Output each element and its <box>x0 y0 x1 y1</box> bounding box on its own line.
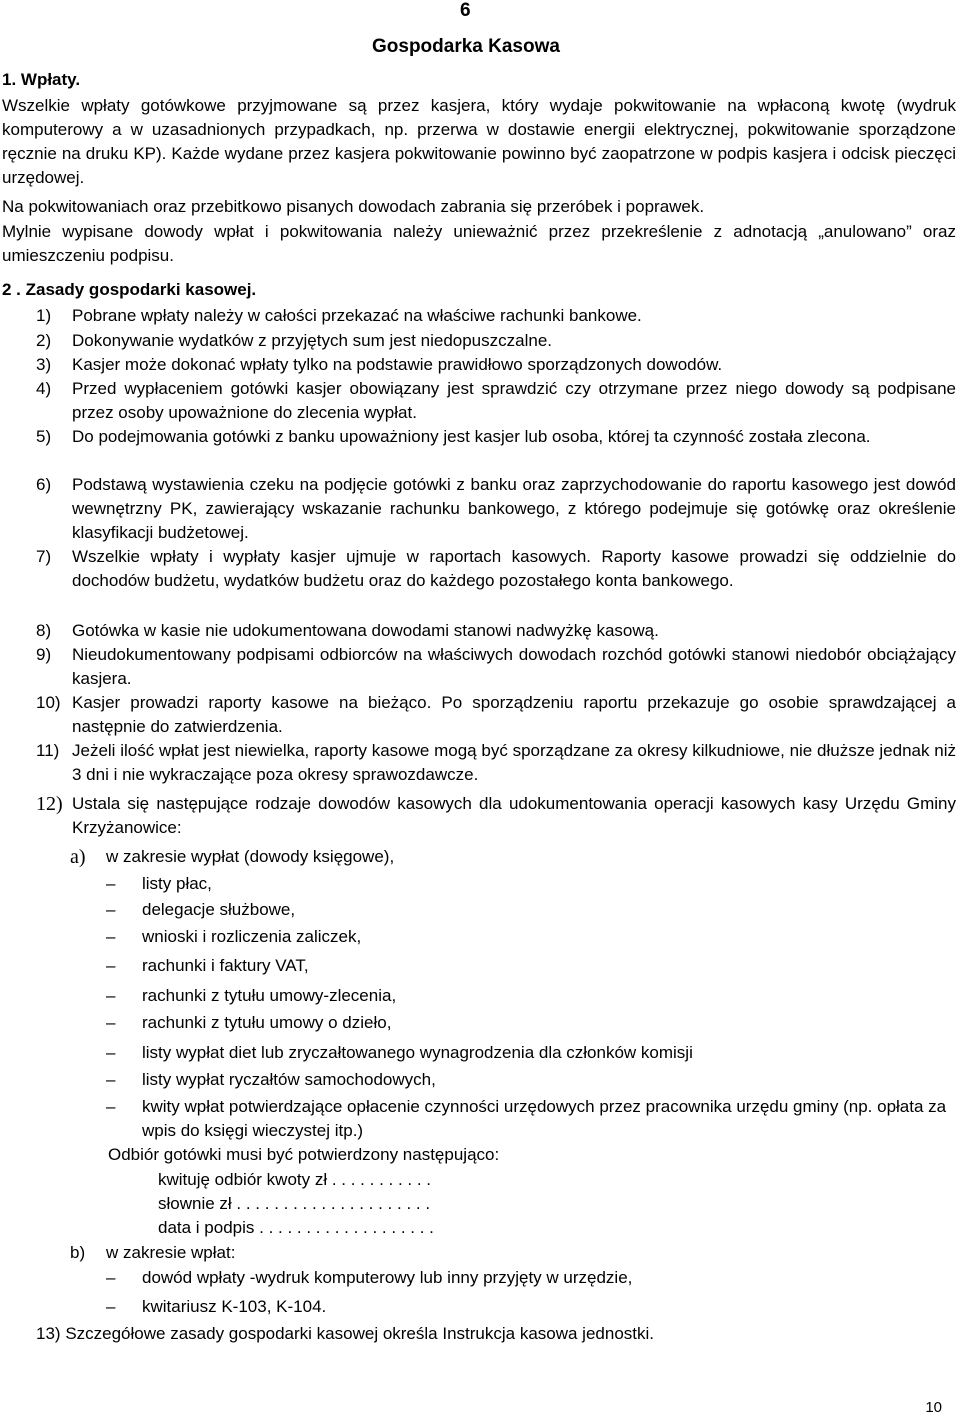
bullet-item <box>106 954 956 978</box>
bullet-text: kwity wpłat potwierdzające opłacenie czynności urzędowych przez pracownika urzędu gminy (np. opłata za wpis do księgi wieczystej itp.) <box>142 1097 947 1140</box>
bullet-item <box>106 1011 956 1035</box>
list-item-text: Dokonywanie wydatków z przyjętych sum jest niedopuszczalne. <box>72 331 553 350</box>
bullet-item <box>106 1295 956 1319</box>
list-item-number: 11) <box>36 741 60 760</box>
list-item-number: 9) <box>36 645 52 664</box>
list-item-number: 2) <box>36 331 52 350</box>
page-title: Gospodarka Kasowa <box>372 36 560 57</box>
bullet-text: listy wypłat diet lub zryczałtowanego wynagrodzenia dla członków komisji <box>142 1043 693 1062</box>
list-item <box>36 792 956 840</box>
receipt-line: słownie zł . . . . . . . . . . . . . . . . . . . . . <box>158 1194 431 1213</box>
receipt-line: kwituję odbiór kwoty zł . . . . . . . . . . . <box>158 1170 432 1189</box>
bullet-text: rachunki z tytułu umowy o dzieło, <box>142 1013 392 1032</box>
dash-icon: – <box>106 986 116 1005</box>
list-item-number: 13) <box>36 1324 61 1343</box>
dash-icon: – <box>106 927 116 946</box>
section-2-heading: 2 . Zasady gospodarki kasowej. <box>2 280 257 299</box>
bullet-item <box>106 925 956 949</box>
list-item-number: 10) <box>36 693 61 712</box>
list-item-text: Nieudokumentowany podpisami odbiorców na właściwych dowodach rozchód gotówki stanowi niedobór obciążający kasjera. <box>72 645 956 688</box>
bullet-text: listy wypłat ryczałtów samochodowych, <box>142 1070 436 1089</box>
page-number-bottom: 10 <box>925 1399 942 1416</box>
section-1-paragraph-2: Na pokwitowaniach oraz przebitkowo pisanych dowodach zabrania się przeróbek i poprawek. <box>2 197 705 216</box>
bullet-item <box>106 1095 956 1143</box>
dash-icon: – <box>106 956 116 975</box>
list-item-number: 6) <box>36 475 52 494</box>
bullet-text: dowód wpłaty -wydruk komputerowy lub inny przyjęty w urzędzie, <box>142 1268 633 1287</box>
sub-item-text: w zakresie wypłat (dowody księgowe), <box>106 847 395 866</box>
list-item-text: Gotówka w kasie nie udokumentowana dowodami stanowi nadwyżkę kasową. <box>72 621 659 640</box>
bullet-item <box>106 898 956 922</box>
list-item-text: Kasjer prowadzi raporty kasowe na bieżąco. Po sporządzeniu raportu przekazuje go osobie sprawdzającej a następnie do zatwierdzenia. <box>72 693 956 736</box>
bullet-text: listy płac, <box>142 874 212 893</box>
dash-icon: – <box>106 1097 116 1116</box>
list-item-text: Szczegółowe zasady gospodarki kasowej określa Instrukcja kasowa jednostki. <box>65 1324 654 1343</box>
list-item-text: Przed wypłaceniem gotówki kasjer obowiązany jest sprawdzić czy otrzymane przez niego dowody są podpisane przez osoby upoważnione do zlecenia wypłat. <box>72 379 956 422</box>
section-1-paragraph-1: Wszelkie wpłaty gotówkowe przyjmowane są przez kasjera, który wydaje pokwitowanie na wpłaconą kwotę (wydruk komputerowy a w uzasadnionych przypadkach, np. przerwa w dostawie energii elektrycznej, pokwitowanie sporządzone ręcznie na druku KP). Każde wydane przez kasjera pokwitowanie powinno być zaopatrzone w podpis kasjera i odcisk pieczęci urzędowej. <box>2 96 956 187</box>
bullet-text: kwitariusz K-103, K-104. <box>142 1297 327 1316</box>
list-item <box>36 473 956 545</box>
bullet-text: rachunki z tytułu umowy-zlecenia, <box>142 986 397 1005</box>
dash-icon: – <box>106 900 116 919</box>
list-item <box>36 691 956 739</box>
dash-icon: – <box>106 1013 116 1032</box>
bullet-item <box>106 1266 956 1290</box>
bullet-item <box>106 984 956 1008</box>
list-item-number: 4) <box>36 379 52 398</box>
sub-item-label: a) <box>70 846 86 868</box>
list-item-text: Kasjer może dokonać wpłaty tylko na podstawie prawidłowo sporządzonych dowodów. <box>72 355 723 374</box>
dash-icon: – <box>106 1297 116 1316</box>
receipt-line: data i podpis . . . . . . . . . . . . . . . . . . . <box>158 1218 434 1237</box>
list-item-text: Podstawą wystawienia czeku na podjęcie gotówki z banku oraz zaprzychodowanie do raportu kasowego jest dowód wewnętrzny PK, zawierający wskazanie rachunku bankowego, z którego podejmuje się gotówkę oraz określenie klasyfikacji budżetowej. <box>72 475 956 542</box>
list-item <box>36 304 956 328</box>
list-item-text: Jeżeli ilość wpłat jest niewielka, raporty kasowe mogą być sporządzane za okresy kilkudniowe, nie dłuższe jednak niż 3 dni i nie wykraczające poza okresy sprawozdawcze. <box>72 741 956 784</box>
receipt-intro: Odbiór gotówki musi być potwierdzony następująco: <box>108 1145 500 1164</box>
bullet-item <box>106 872 956 896</box>
section-1-paragraph-3: Mylnie wypisane dowody wpłat i pokwitowania należy unieważnić przez przekreślenie z adnotacją „anulowano” oraz umieszczeniu podpisu. <box>2 222 956 265</box>
list-item-text: Wszelkie wpłaty i wypłaty kasjer ujmuje w raportach kasowych. Raporty kasowe prowadzi się oddzielnie do dochodów budżetu, wydatków budżetu oraz do każdego pozostałego konta bankowego. <box>72 547 956 590</box>
list-item-number: 5) <box>36 427 52 446</box>
bullet-text: rachunki i faktury VAT, <box>142 956 309 975</box>
list-item <box>36 377 956 425</box>
sub-item-a <box>70 845 394 869</box>
list-item-number: 8) <box>36 621 52 640</box>
list-item-number: 1) <box>36 306 52 325</box>
list-item-text: Pobrane wpłaty należy w całości przekazać na właściwe rachunki bankowe. <box>72 306 642 325</box>
bullet-text: wnioski i rozliczenia zaliczek, <box>142 927 362 946</box>
list-item-number: 12) <box>36 793 63 815</box>
list-item-text: Ustala się następujące rodzaje dowodów kasowych dla udokumentowania operacji kasowych kasy Urzędu Gminy Krzyżanowice: <box>72 794 956 837</box>
sub-item-label: b) <box>70 1243 86 1262</box>
section-1-heading: 1. Wpłaty. <box>2 70 81 89</box>
sub-item-text: w zakresie wpłat: <box>106 1243 236 1262</box>
dash-icon: – <box>106 874 116 893</box>
list-item <box>36 329 956 353</box>
list-item <box>36 1322 654 1346</box>
list-item-number: 3) <box>36 355 52 374</box>
dash-icon: – <box>106 1268 116 1287</box>
bullet-item <box>106 1041 956 1065</box>
list-item-text: Do podejmowania gotówki z banku upoważniony jest kasjer lub osoba, której ta czynność została zlecona. <box>72 427 871 446</box>
list-item-number: 7) <box>36 547 52 566</box>
bullet-item <box>106 1068 956 1092</box>
dash-icon: – <box>106 1070 116 1089</box>
dash-icon: – <box>106 1043 116 1062</box>
list-item <box>36 353 956 377</box>
list-item <box>36 739 956 787</box>
list-item <box>36 619 956 643</box>
list-item <box>36 425 956 449</box>
list-item <box>36 643 956 691</box>
page-number-top: 6 <box>460 0 471 21</box>
list-item <box>36 545 956 593</box>
sub-item-b <box>70 1241 235 1265</box>
bullet-text: delegacje służbowe, <box>142 900 296 919</box>
